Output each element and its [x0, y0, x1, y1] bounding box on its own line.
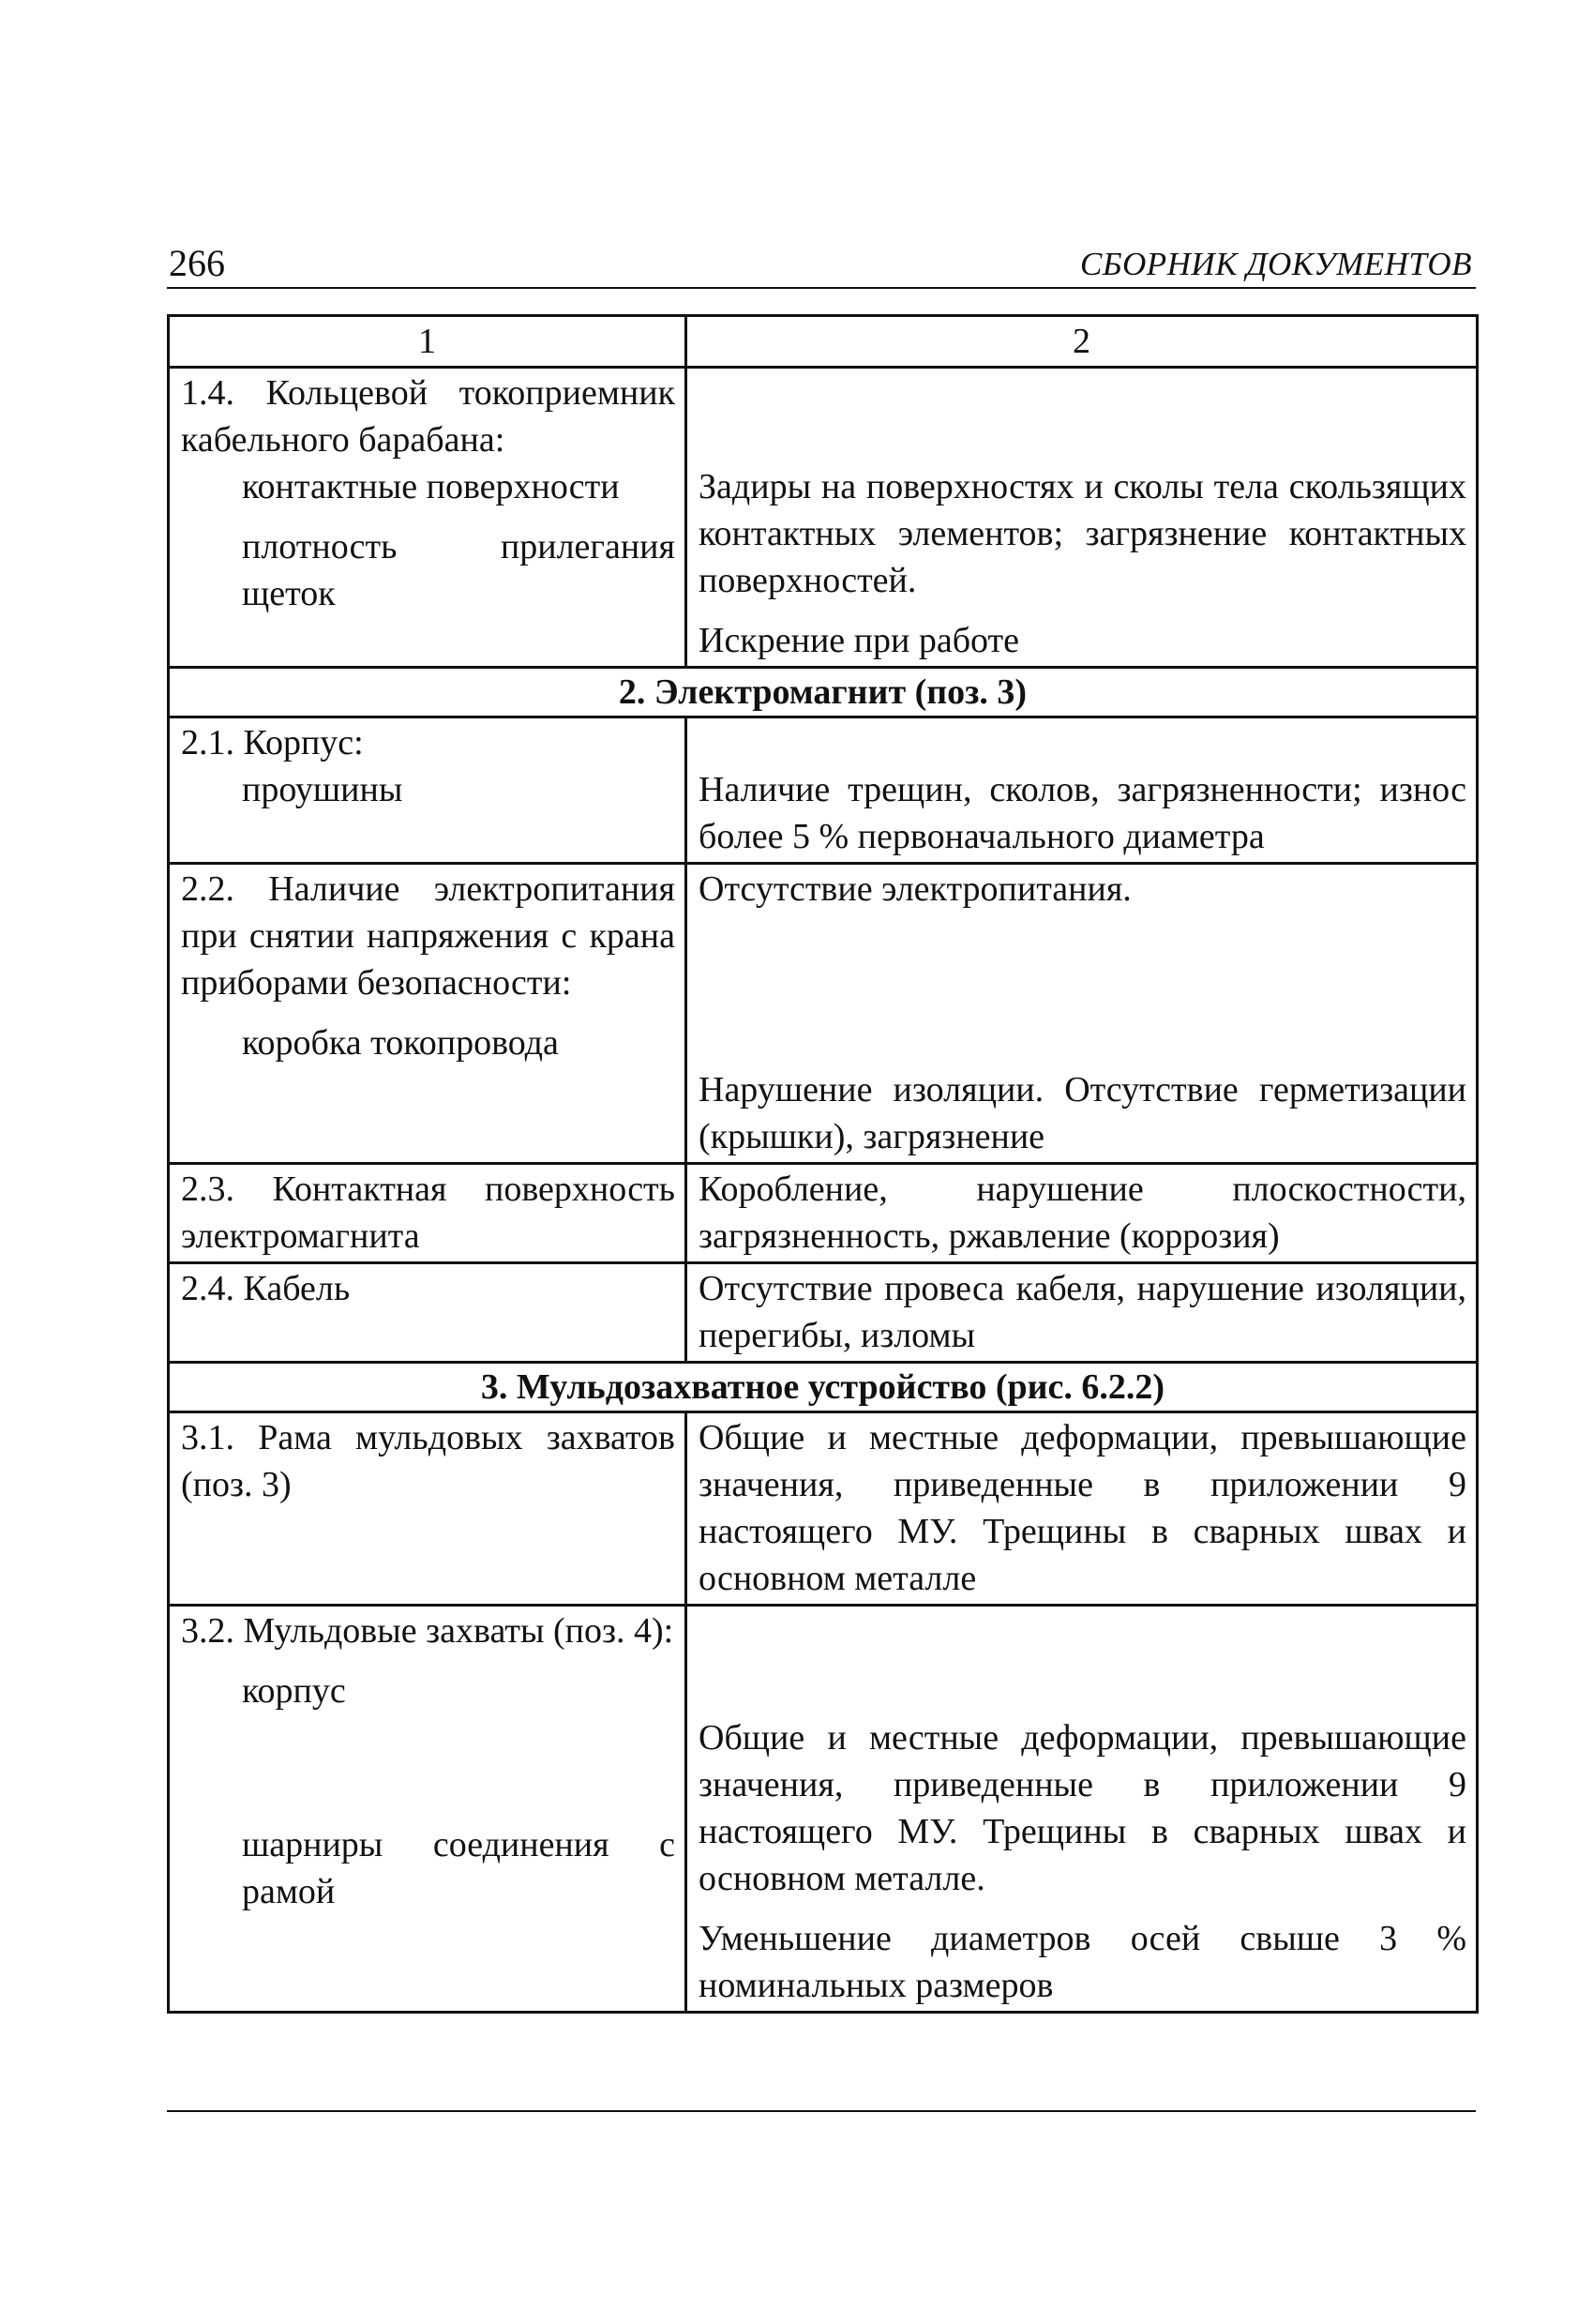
element-title: 2.2. Наличие электропитания при снятии напряжения с крана приборами безопасности:	[181, 869, 675, 1003]
element-cell: 2.4. Кабель	[169, 1263, 686, 1363]
page-header	[167, 233, 1476, 289]
sub-element: контактные поверхности	[242, 467, 620, 506]
inspection-table	[167, 314, 1479, 2014]
section-title: 2. Электромагнит (поз. 3)	[169, 668, 1478, 717]
footer-rule	[167, 2110, 1476, 2112]
sub-element: коробка токопровода	[242, 1023, 559, 1063]
column-number-row	[169, 316, 1478, 368]
table-row	[169, 717, 1478, 864]
defect-text: Искрение при работе	[699, 621, 1020, 660]
column-number-1: 1	[169, 316, 686, 368]
defect-text: Наличие трещин, сколов, загрязненности; износ более 5 % первоначального диаметра	[699, 770, 1466, 856]
column-number-2: 2	[686, 316, 1478, 368]
sub-element: корпус	[242, 1671, 346, 1711]
element-cell	[169, 717, 686, 864]
defect-text: Уменьшение диаметров осей свыше 3 % номинальных размеров	[699, 1919, 1466, 2005]
defect-cell: Коробление, нарушение плоскостности, загрязненность, ржавление (коррозия)	[686, 1164, 1478, 1263]
defect-cell	[686, 1606, 1478, 2013]
page-number: 266	[169, 242, 225, 284]
table-row	[169, 864, 1478, 1164]
element-title: 3.2. Мульдовые захваты (поз. 4):	[181, 1611, 674, 1651]
element-cell	[169, 864, 686, 1164]
section-title: 3. Мульдозахватное устройство (рис. 6.2.2)	[169, 1363, 1478, 1412]
defect-text: Задиры на поверхностях и сколы тела скользящих контактных элементов; загрязнение контактных поверхностей.	[699, 467, 1466, 600]
element-title: 1.4. Кольцевой токоприемник кабельного барабана:	[181, 373, 675, 460]
sub-element: проушины	[242, 770, 403, 809]
table-row	[169, 1412, 1478, 1606]
section-header-row	[169, 668, 1478, 717]
table-row	[169, 368, 1478, 668]
element-title: 2.1. Корпус:	[181, 723, 364, 762]
element-cell	[169, 368, 686, 668]
defect-cell	[686, 368, 1478, 668]
sub-element: шарниры соединения с рамой	[242, 1825, 675, 1911]
defect-cell	[686, 717, 1478, 864]
sub-element: плотность прилегания щеток	[242, 527, 675, 613]
table-row	[169, 1606, 1478, 2013]
section-header-row	[169, 1363, 1478, 1412]
defect-cell	[686, 864, 1478, 1164]
defect-text: Отсутствие электропитания.	[699, 869, 1132, 909]
element-cell: 3.1. Рама мульдовых захватов (поз. 3)	[169, 1412, 686, 1606]
table-row	[169, 1164, 1478, 1263]
defect-cell: Отсутствие провеса кабеля, нарушение изоляции, перегибы, изломы	[686, 1263, 1478, 1363]
defect-text: Общие и местные деформации, превышающие значения, приведенные в приложении 9 настоящего МУ. Трещины в сварных швах и основном металле.	[699, 1718, 1466, 1898]
running-title: СБОРНИК ДОКУМЕНТОВ	[1080, 246, 1472, 282]
defect-text: Нарушение изоляции. Отсутствие герметизации (крышки), загрязнение	[699, 1070, 1466, 1156]
table-row	[169, 1263, 1478, 1363]
element-cell: 2.3. Контактная поверхность электромагнита	[169, 1164, 686, 1263]
element-cell	[169, 1606, 686, 2013]
defect-cell: Общие и местные деформации, превышающие значения, приведенные в приложении 9 настоящего МУ. Трещины в сварных швах и основном металле	[686, 1412, 1478, 1606]
